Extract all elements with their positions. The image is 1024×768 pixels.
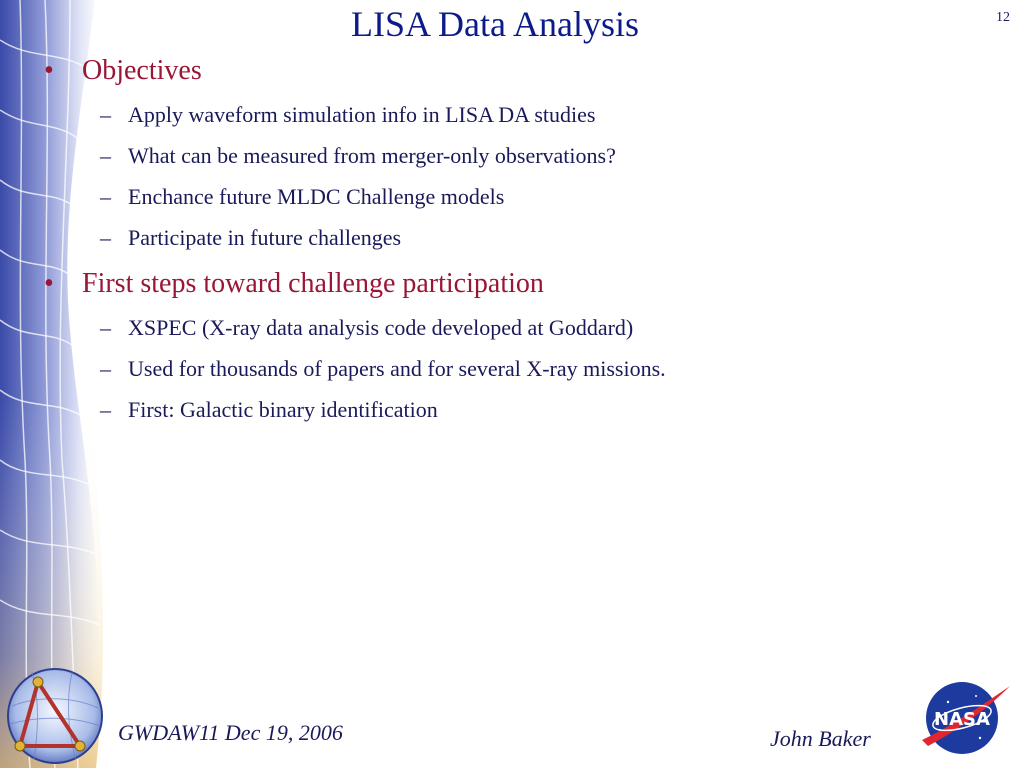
sub-bullet-text: Participate in future challenges xyxy=(128,225,402,250)
nasa-logo-text: NASA xyxy=(934,709,990,730)
bullet-dot-icon: • xyxy=(44,55,54,86)
sub-bullet xyxy=(100,224,401,252)
sub-bullet-text: What can be measured from merger-only observations? xyxy=(128,143,616,168)
nasa-meatball-logo-icon xyxy=(918,678,1014,758)
bullet-objectives xyxy=(44,55,202,87)
bullet-first-steps xyxy=(44,268,544,300)
sub-bullet xyxy=(100,355,666,383)
bullet-heading: Objectives xyxy=(82,55,202,86)
sub-bullet-text: XSPEC (X-ray data analysis code developed at Goddard) xyxy=(128,315,634,340)
slide-title: LISA Data Analysis xyxy=(351,4,639,44)
dash-icon: – xyxy=(100,143,111,168)
footer-event-date: GWDAW11 Dec 19, 2006 xyxy=(118,720,343,745)
sub-bullet xyxy=(100,396,438,424)
footer-author: John Baker xyxy=(770,726,871,751)
sub-bullet-text: Enchance future MLDC Challenge models xyxy=(128,184,505,209)
bullet-heading: First steps toward challenge participation xyxy=(82,268,544,299)
lisa-mission-logo-icon xyxy=(2,666,108,766)
dash-icon: – xyxy=(100,397,111,422)
dash-icon: – xyxy=(100,102,111,127)
sub-bullet xyxy=(100,142,616,170)
dash-icon: – xyxy=(100,356,111,381)
sub-bullet xyxy=(100,101,595,129)
dash-icon: – xyxy=(100,184,111,209)
sub-bullet-text: Used for thousands of papers and for several X-ray missions. xyxy=(128,356,666,381)
slide-number: 12 xyxy=(996,10,1010,25)
sub-bullet xyxy=(100,314,633,342)
sub-bullet-text: First: Galactic binary identification xyxy=(128,397,438,422)
bullet-dot-icon: • xyxy=(44,268,54,299)
dash-icon: – xyxy=(100,315,111,340)
dash-icon: – xyxy=(100,225,111,250)
sub-bullet xyxy=(100,183,504,211)
sub-bullet-text: Apply waveform simulation info in LISA DA studies xyxy=(128,102,596,127)
